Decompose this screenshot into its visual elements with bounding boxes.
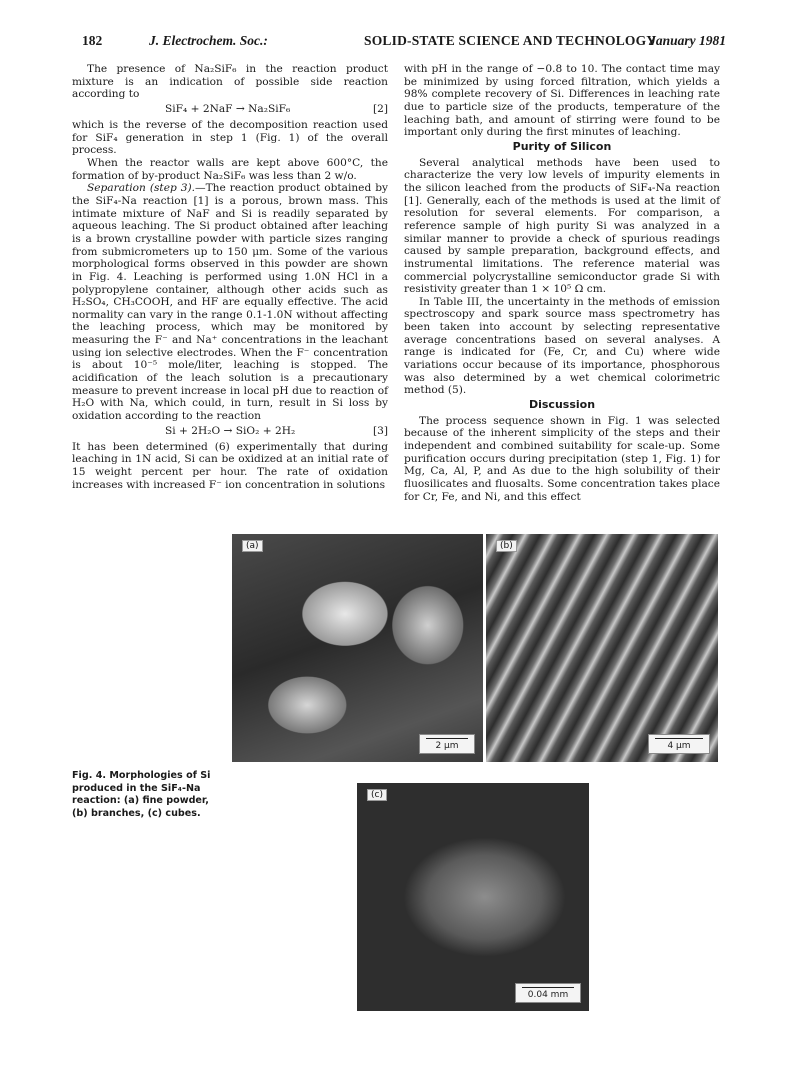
micrograph-b [486,534,718,762]
equation-number: [2] [372,102,388,115]
paragraph: When the reactor walls are kept above 600°C, the formation of by-product Na₂SiF₆ was less than 2 w/o. [72,156,388,182]
paragraph: In Table III, the uncertainty in the methods of emission spectroscopy and spark source mass spectrometry has been taken into account by selecting representative average concentrations based on several analyses. A range is indicated for (Fe, Cr, and Cu) where wide variations occur because of its importance, phosphorous was also determined by a wet chemical colorimetric method (5). [404,295,720,397]
paragraph: Several analytical methods have been used to characterize the very low levels of impurity elements in the silicon leached from the products of SiF₄-Na reaction [1]. Generally, each of the methods is used at the limit of resolution for several elements. For comparison, a reference sample of high purity Si was analyzed in a similar manner to provide a check of spurious readings caused by sample preparation, background effects, and instrumental limitations. The reference material was commercial polycrystalline semiconductor grade Si with resistivity greater than 1 × 10⁵ Ω cm. [404,156,720,296]
micrograph-a [232,534,483,762]
paragraph: which is the reverse of the decomposition reaction used for SiF₄ generation in step 1 (Fig. 1) of the overall process. [72,118,388,157]
paragraph: It has been determined (6) experimentally that during leaching in 1N acid, Si can be oxidized at an initial rate of 15 weight percent per hour. The rate of oxidation increases with increased F⁻ ion concentration in solutions [72,440,388,491]
equation-2 [72,103,388,117]
panel-label: (b) [496,540,517,552]
equation-text: SiF₄ + 2NaF → Na₂SiF₆ [165,102,291,115]
equation-text: Si + 2H₂O → SiO₂ + 2H₂ [165,424,296,437]
page-number: 182 [82,33,103,48]
paragraph [72,182,388,422]
paragraph: The process sequence shown in Fig. 1 was selected because of the inherent simplicity of the steps and their independent and combined suitability for scale-up. Some purification occurs during precipitation (step 1, Fig. 1) for Mg, Ca, Al, P, and As due to the high solubility of their fluosilicates and fluosalts. Some concentration takes place for Cr, Fe, and Ni, and this effect [404,414,720,503]
section-title: SOLID-STATE SCIENCE AND TECHNOLOGY [364,33,657,48]
left-column [72,63,388,491]
figure-caption: Fig. 4. Morphologies of Si produced in the SiF₄-Na reaction: (a) fine powder, (b) branches, (c) cubes. [72,770,211,819]
panel-label: (c) [367,789,387,801]
page-header [82,33,726,51]
equation-3 [72,425,388,439]
equation-number: [3] [372,424,388,437]
paragraph: The presence of Na₂SiF₆ in the reaction product mixture is an indication of possible side reaction according to [72,63,388,101]
micrograph-c [357,783,589,1011]
issue-date: January 1981 [649,33,726,48]
panel-label: (a) [242,540,263,552]
section-heading: Discussion [528,398,596,412]
paragraph-text: —The reaction product obtained by the SiF₄-Na reaction [1] is a porous, brown mass. This intimate mixture of NaF and Si is readily separated by aqueous leaching. The Si product obtained after leaching is a brown crystalline powder with particle sizes ranging from submicrometers up to 150 μm. Some of the various morphological forms observed in this powder are shown in Fig. 4. Leaching is performed using 1.0N HCl in a polypropylene container, although other acids such as H₂SO₄, CH₃COOH, and HF are equally effective. The acid normality can vary in the range 0.1-1.0N without affecting the leaching process, which may be monitored by measuring the F⁻ and Na⁺ concentrations in the leachant using ion selective electrodes. When the F⁻ concentration is about 10⁻⁵ mole/liter, leaching is stopped. The acidification of the leach solution is a precautionary measure to prevent increase in local pH due to reaction of H₂O with Na, which could, in turn, result in Si loss by oxidation according to the reaction [72,182,389,423]
scale-bar: 0.04 mm [515,983,581,1003]
run-in-heading: Separation (step 3). [87,182,195,195]
paragraph: with pH in the range of −0.8 to 10. The contact time may be minimized by using forced filtration, which yields a 98% complete recovery of Si. Differences in leaching rate due to particle size of the products, temperature of the leaching bath, and amount of stirring were found to be important only during the first minutes of leaching. [404,63,720,139]
journal-name: J. Electrochem. Soc.: [149,33,268,48]
scale-bar: 4 μm [648,734,710,754]
right-column [404,63,720,503]
section-heading: Purity of Silicon [512,139,612,153]
scale-bar: 2 μm [419,734,475,754]
